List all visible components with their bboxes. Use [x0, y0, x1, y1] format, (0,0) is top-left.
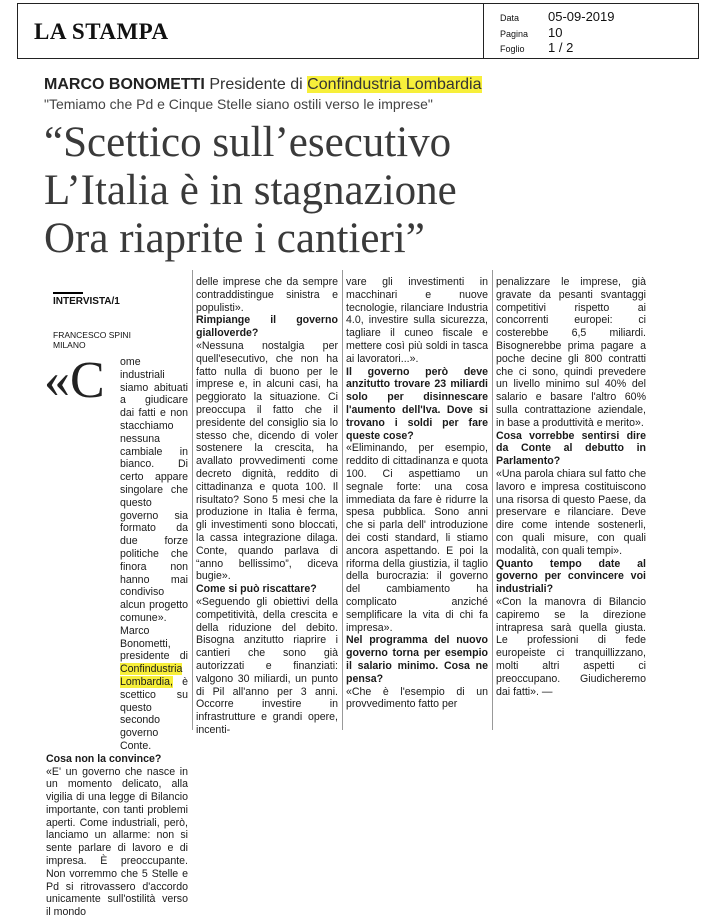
- column-rule: [192, 270, 193, 730]
- data-value: 05-09-2019: [548, 9, 615, 24]
- answer-6: «Una parola chiara sul fatto che lavoro e impresa costituiscono una risorsa di questo Paese, da preservare e rilanciare. Deve dire come intende sostenerli, con quali misure, con quali modalità, con quali tempi».: [496, 468, 646, 558]
- intro-text: ome industriali siamo abituati a giudicare dai fatti e non stacchiamo nessuna cambiale in bianco. Di certo appare singolare che questo governo sia formato da due forze politiche che finora non hanno mai condiviso alcun progetto comune». Marco Bonometti, presidente di Confindustria Lombardia, è scettico su questo secondo governo Conte.: [46, 356, 188, 753]
- question-3: Come si può riscattare?: [196, 583, 338, 596]
- pagina-value: 10: [548, 25, 562, 40]
- byline: [44, 76, 482, 94]
- foglio-value: 1 / 2: [548, 40, 573, 55]
- subheadline-quote: "Temiamo che Pd e Cinque Stelle siano ostili verso le imprese": [44, 96, 433, 112]
- tag-rule: [53, 292, 83, 294]
- author-location: MILANO: [53, 340, 131, 350]
- header-box: [17, 3, 699, 59]
- column-rule: [342, 270, 343, 730]
- column-2: [196, 276, 338, 737]
- drop-cap: «C: [44, 356, 105, 406]
- question-2: Rimpiange il governo gialloverde?: [196, 314, 338, 340]
- answer-5-cont: penalizzare le imprese, già gravate da pesanti svantaggi competitivi rispetto ai concorrenti europei: ci costerebbe 6,5 miliardi. Bisognerebbe prima pagare a poche decine gli 800 contratti che ci sono, quindi prevedere un livello minimo sul 40% del salario e basare l'altro 60% sulla contrattazione aziendale, in base a produttività e merito».: [496, 276, 646, 430]
- byline-name: MARCO BONOMETTI: [44, 76, 205, 93]
- question-7: Quanto tempo date al governo per convincere voi industriali?: [496, 558, 646, 596]
- question-1: Cosa non la convince?: [46, 753, 188, 766]
- answer-3-cont: vare gli investimenti in macchinari e nuove tecnologie, rilanciare Industria 4.0, investire sulla sicurezza, tagliare il cuneo fiscale e mettere così più soldi in tasca ai lavoratori...».: [346, 276, 488, 366]
- author-block: [53, 330, 131, 350]
- answer-2: «Nessuna nostalgia per quell'esecutivo, che non ha fatto nulla di buono per le imprese e, in alcuni casi, ha peggiorato la situazione. Ci preoccupa il fatto che il presidente del consiglio sia lo stesso che, dicendo di voler sostenere la crescita, ha avallato provvedimenti come decreto dignità, reddito di cittadinanza e quota 100. Il risultato? Sono 5 mesi che la produzione in Italia è ferma, gli investimenti sono bloccati, la cassa integrazione dilaga. Conte, quando parlava di “anno bellissimo”, diceva bugie».: [196, 340, 338, 583]
- column-1: [46, 356, 188, 919]
- headline-line-1: “Scettico sull’esecutivo: [44, 120, 451, 166]
- answer-5: «Che è l'esempio di un provvedimento fatto per: [346, 686, 488, 712]
- intro-org: Confindustria Lombardia,: [120, 663, 182, 688]
- answer-3: «Seguendo gli obiettivi della competitività, della crescita e della riduzione del debito. Bisogna anzitutto riaprire i cantieri che sono già autorizzati e finanziati: valgono 30 miliardi, un punto di Pil all'anno per 3 anni. Occorre investire in infrastrutture e grandi opere, incenti-: [196, 596, 338, 737]
- answer-7: «Con la manovra di Bilancio capiremo se la direzione intrapresa sarà quella giusta. Le professioni di fede europeiste ci tranquillizzano, molti altri aspetti ci preoccupano. Giudicheremo dai fatti». —: [496, 596, 646, 698]
- masthead: LA STAMPA: [34, 19, 169, 45]
- column-3: [346, 276, 488, 711]
- question-6: Cosa vorrebbe sentirsi dire da Conte al debutto in Parlamento?: [496, 430, 646, 468]
- byline-role: Presidente di: [209, 76, 302, 93]
- question-5: Nel programma del nuovo governo torna per esempio il salario minimo. Cosa ne pensa?: [346, 634, 488, 685]
- section-tag: INTERVISTA/1: [53, 296, 120, 307]
- answer-4: «Eliminando, per esempio, reddito di cittadinanza e quota 100. Ci aspettiamo un segnale forte: una cosa immediata da fare è ridurre la spesa pubblica. Sono anni che si parla dell' introduzione dei costi standard, li stiamo ancora aspettando. E poi la riforma della giustizia, il taglio della burocrazia: il governo del cambiamento ha complicato anziché semplificare la vita di chi fa impresa».: [346, 442, 488, 634]
- column-rule: [492, 270, 493, 730]
- headline-line-3: Ora riaprite i cantieri”: [44, 216, 425, 262]
- data-label: Data: [500, 13, 519, 23]
- byline-org: Confindustria Lombardia: [307, 76, 481, 93]
- header-divider: [483, 4, 484, 58]
- column-4: [496, 276, 646, 698]
- answer-1-cont: delle imprese che da sempre contraddistingue sinistra e populisti».: [196, 276, 338, 314]
- foglio-label: Foglio: [500, 44, 525, 54]
- answer-1: «E' un governo che nasce in un momento delicato, alla vigilia di una legge di Bilancio importante, con tanti problemi aperti. Come industriali, però, lanciamo un allarme: non si sente parlare di lavoro e di impresa. È preoccupante. Non vorremmo che 5 Stelle e Pd si ritrovassero d'accordo unicamente sull'ostilità verso il mondo: [46, 766, 188, 919]
- question-4: Il governo però deve anzitutto trovare 23 miliardi solo per disinnescare l'aumento dell'Iva. Dove si trovano i soldi per fare queste cose?: [346, 366, 488, 443]
- headline-line-2: L’Italia è in stagnazione: [44, 168, 457, 214]
- pagina-label: Pagina: [500, 29, 528, 39]
- author-name: FRANCESCO SPINI: [53, 330, 131, 340]
